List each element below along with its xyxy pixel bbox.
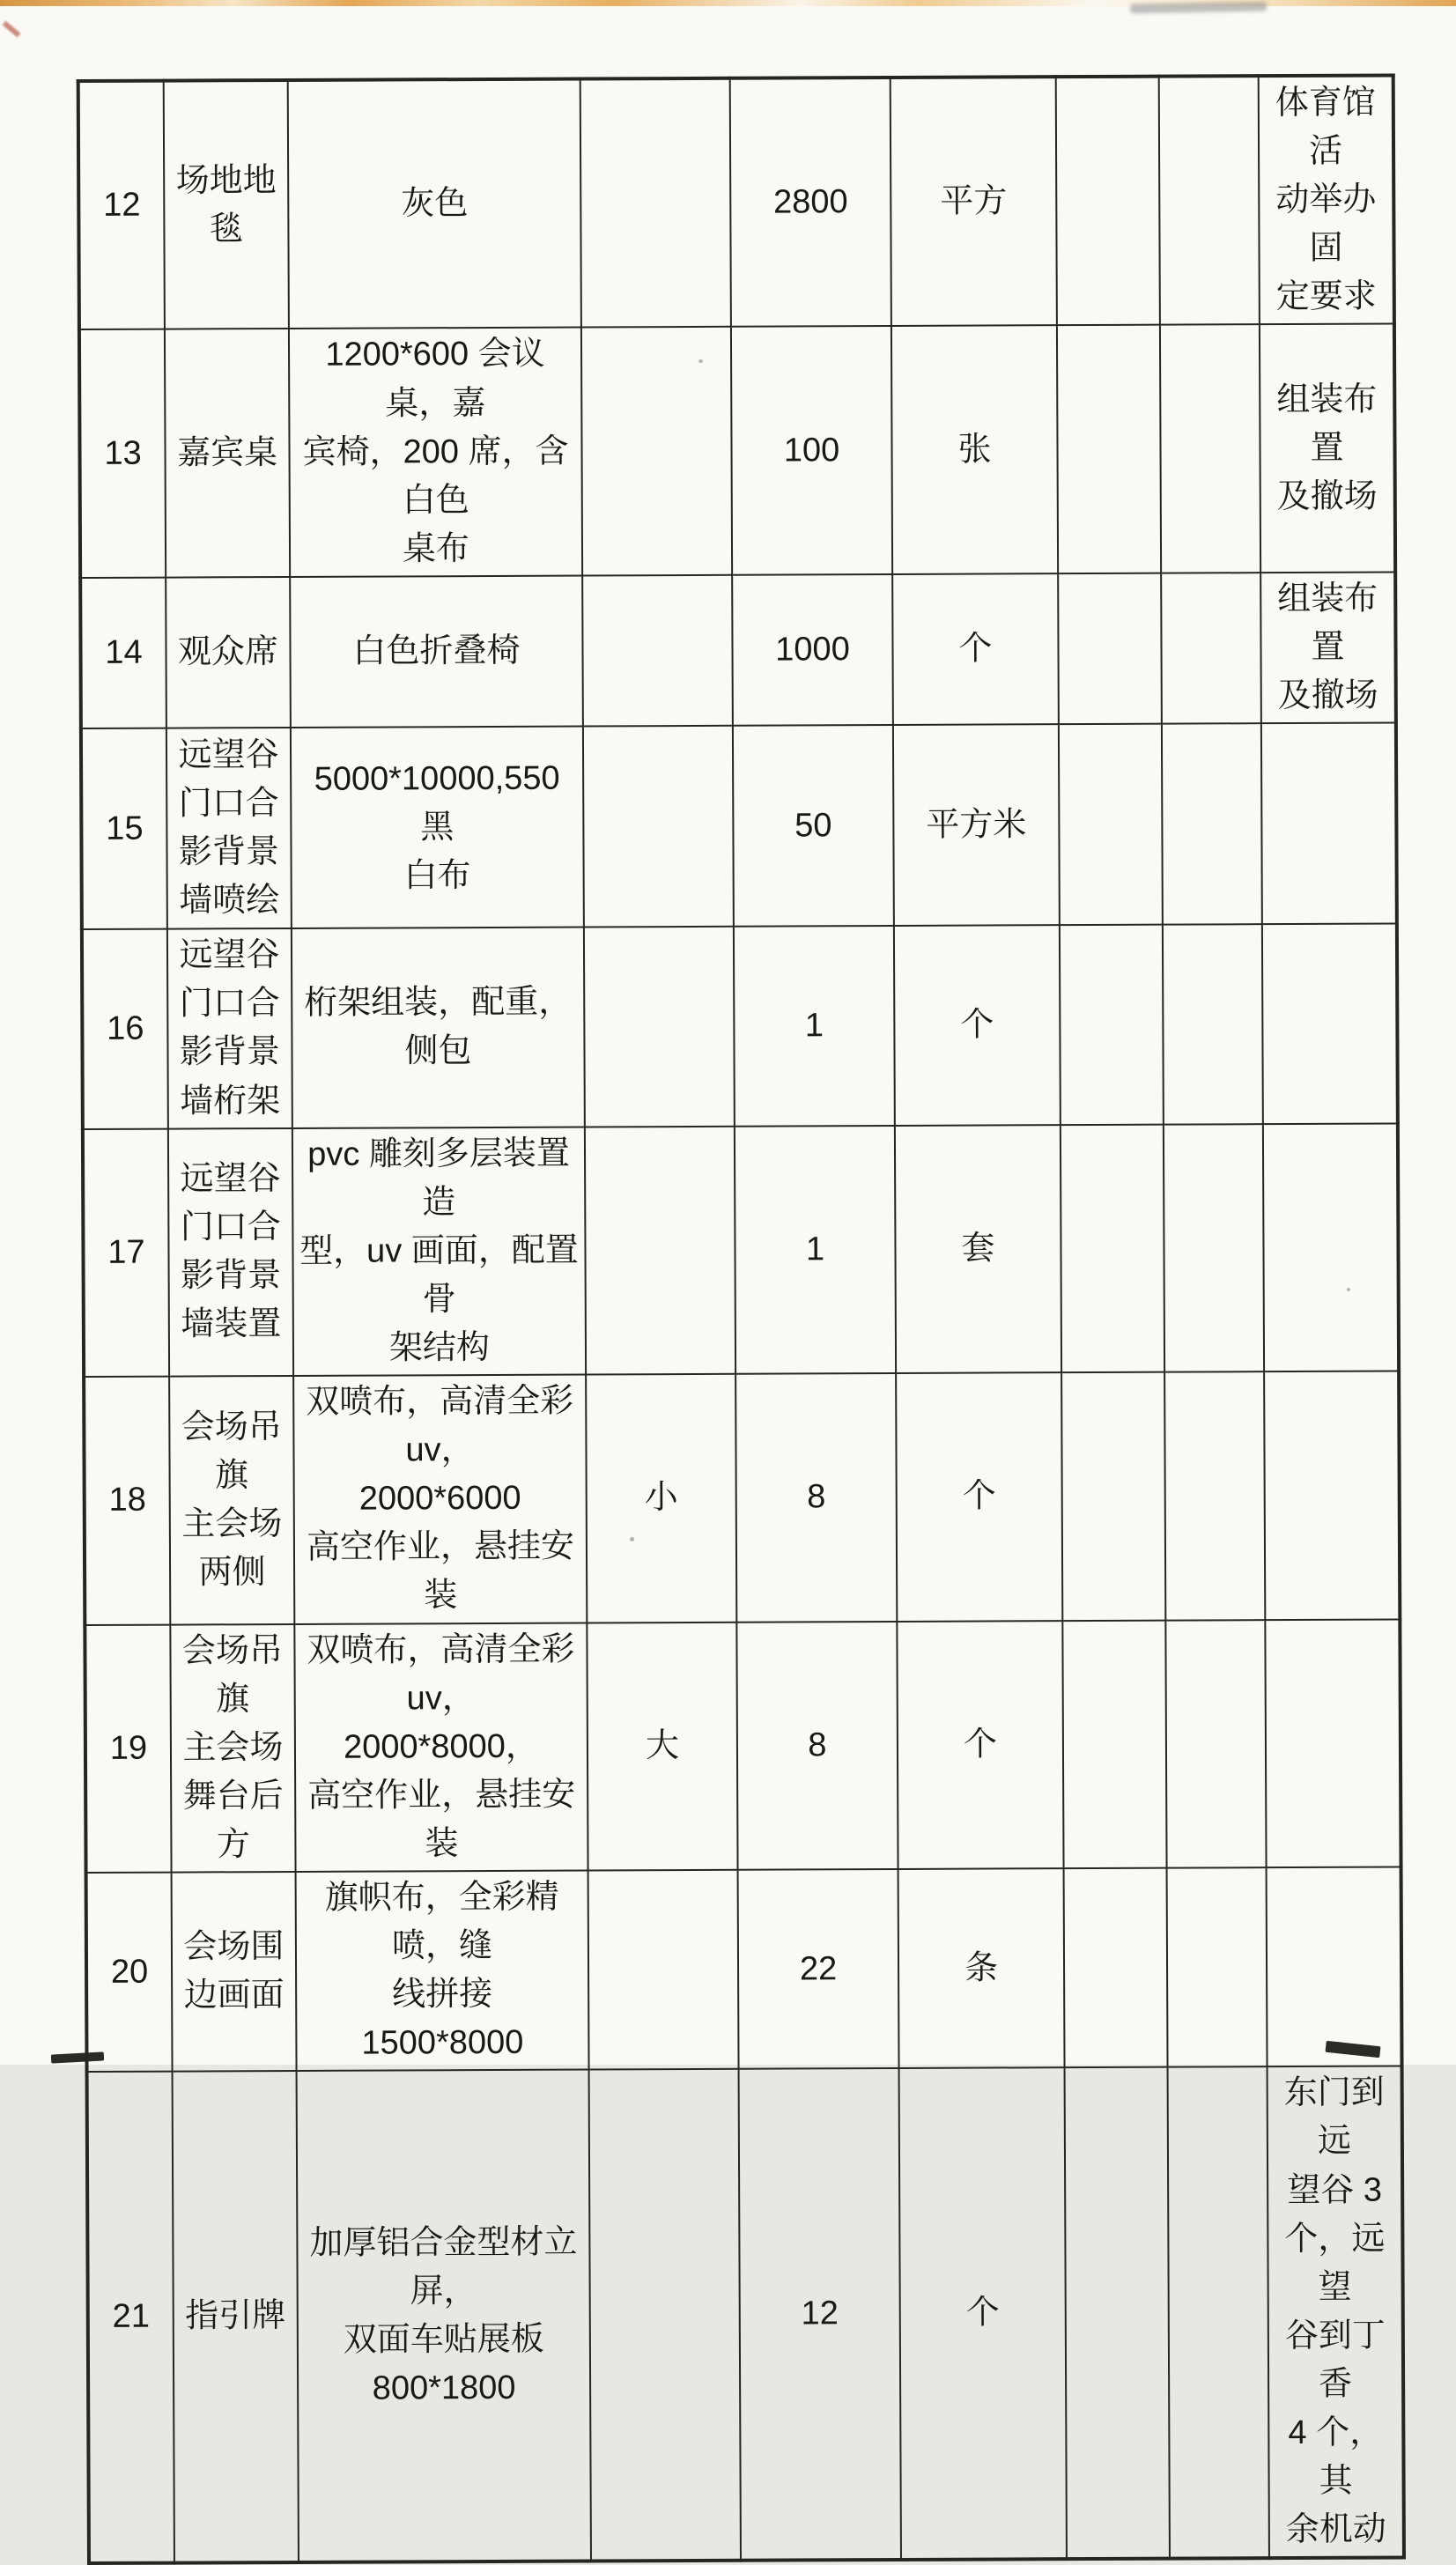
cell-blank <box>1159 76 1260 325</box>
table-row <box>78 76 1394 330</box>
table-row <box>85 1619 1401 1873</box>
cell-quantity: 1 <box>735 1126 896 1374</box>
cell-spec: 1200*600 会议桌，嘉 宾椅，200 席，含白色 桌布 <box>289 328 582 577</box>
cell-note <box>1264 1371 1400 1620</box>
cell-note <box>1262 924 1398 1124</box>
cell-quantity: 22 <box>738 1869 899 2069</box>
cell-unit: 个 <box>897 1621 1063 1869</box>
cell-quantity: 50 <box>733 725 894 927</box>
table-row <box>87 2066 1404 2563</box>
cell-blank <box>1065 2067 1170 2559</box>
cell-row-number: 12 <box>78 81 165 330</box>
cell-blank <box>1164 1371 1265 1620</box>
cell-blank <box>1061 1124 1164 1372</box>
cell-unit: 个 <box>894 925 1061 1125</box>
cell-unit: 个 <box>892 573 1059 725</box>
cell-note <box>1263 1123 1399 1371</box>
cell-quantity: 1 <box>734 926 895 1126</box>
items-table-wrap <box>77 74 1402 2565</box>
table-row <box>80 572 1396 728</box>
cell-item-name: 远望谷 门口合 影背景 墙装置 <box>168 1128 293 1377</box>
cell-spec: 灰色 <box>288 79 581 329</box>
cell-size <box>581 327 732 575</box>
cell-unit: 个 <box>896 1372 1062 1621</box>
cell-item-name: 会场围 边画面 <box>172 1872 297 2072</box>
cell-note: 组装布置 及撤场 <box>1260 324 1395 573</box>
cell-row-number: 16 <box>82 929 168 1129</box>
cell-item-name: 观众席 <box>166 577 291 728</box>
cell-unit: 平方 <box>891 77 1057 326</box>
cell-blank <box>1064 1868 1168 2068</box>
cell-blank <box>1059 724 1163 926</box>
cell-quantity: 100 <box>731 326 892 574</box>
cell-blank <box>1058 573 1162 725</box>
table-row <box>83 1123 1399 1377</box>
table-row <box>81 723 1397 930</box>
cell-size: 小 <box>586 1374 736 1623</box>
cell-blank <box>1162 723 1262 924</box>
cell-unit: 平方米 <box>893 724 1060 926</box>
cell-size: 大 <box>587 1622 737 1870</box>
cell-quantity: 12 <box>739 2068 901 2561</box>
cell-item-name: 远望谷 门口合 影背景 墙喷绘 <box>166 728 292 929</box>
cell-row-number: 19 <box>85 1624 171 1873</box>
table-row <box>86 1866 1402 2072</box>
cell-quantity: 8 <box>736 1622 898 1870</box>
cell-quantity: 2800 <box>730 78 891 327</box>
cell-row-number: 17 <box>83 1128 169 1377</box>
cell-note <box>1261 723 1397 925</box>
cell-row-number: 20 <box>86 1873 173 2073</box>
cell-spec: pvc 雕刻多层装置造 型，uv 画面，配置骨 架结构 <box>292 1127 586 1376</box>
cell-blank <box>1168 2067 1269 2559</box>
cell-spec: 双喷布，高清全彩 uv， 2000*8000， 高空作业，悬挂安装 <box>294 1623 588 1872</box>
table-row <box>82 924 1398 1129</box>
cell-row-number: 13 <box>79 329 166 578</box>
cell-size <box>580 78 731 328</box>
cell-size <box>582 575 733 727</box>
cell-blank <box>1056 77 1160 326</box>
cell-note <box>1267 1866 1402 2066</box>
cell-spec: 旗帜布，全彩精喷，缝 线拼接 1500*8000 <box>296 1871 589 2072</box>
cell-unit: 条 <box>898 1868 1065 2068</box>
items-table-body <box>78 76 1404 2564</box>
cell-item-name: 会场吊 旗 主会场 舞台后 方 <box>170 1623 295 1872</box>
cell-spec: 白色折叠椅 <box>290 575 583 728</box>
cell-item-name: 远望谷 门口合 影背景 墙桁架 <box>167 928 292 1128</box>
cell-blank <box>1062 1620 1166 1868</box>
cell-spec: 桁架组装，配重，侧包 <box>292 928 585 1128</box>
items-table <box>77 73 1406 2565</box>
cell-size <box>583 726 734 928</box>
cell-spec: 5000*10000,550 黑 白布 <box>291 727 584 928</box>
cell-blank <box>1164 1124 1264 1372</box>
cell-blank <box>1165 1620 1266 1868</box>
cell-spec: 双喷布，高清全彩 uv， 2000*6000 高空作业，悬挂安装 <box>293 1375 587 1624</box>
cell-item-name: 场地地 毯 <box>164 80 289 329</box>
cell-quantity: 1000 <box>732 574 893 726</box>
cell-item-name: 嘉宾桌 <box>165 329 290 577</box>
table-row <box>79 324 1395 578</box>
cell-blank <box>1167 1867 1268 2067</box>
cell-blank <box>1061 1372 1165 1621</box>
cell-quantity: 8 <box>735 1373 897 1622</box>
scan-smudge-top <box>1130 2 1267 14</box>
cell-blank <box>1160 325 1260 573</box>
cell-blank <box>1163 924 1263 1124</box>
cell-size <box>589 2069 741 2561</box>
cell-row-number: 14 <box>80 578 166 729</box>
cell-row-number: 18 <box>84 1377 170 1625</box>
cell-blank <box>1057 325 1161 573</box>
cell-size <box>585 1126 735 1374</box>
cell-note: 东门到远 望谷 3 个，远望 谷到丁香 4 个，其 余机动 <box>1268 2066 1404 2559</box>
cell-size <box>584 927 735 1127</box>
cell-note <box>1265 1619 1401 1867</box>
cell-blank <box>1060 925 1164 1125</box>
cell-spec: 加厚铝合金型材立屏， 双面车贴展板 800*1800 <box>297 2070 591 2562</box>
cell-unit: 张 <box>891 326 1058 574</box>
cell-item-name: 会场吊 旗 主会场 两侧 <box>169 1376 294 1624</box>
cell-blank <box>1161 573 1261 724</box>
cell-item-name: 指引牌 <box>173 2071 299 2563</box>
cell-unit: 个 <box>899 2068 1067 2561</box>
cell-note: 组装布置 及撤场 <box>1260 572 1396 723</box>
cell-size <box>588 1870 739 2070</box>
scan-mark-topleft <box>3 21 21 38</box>
cell-note: 体育馆活 动举办固 定要求 <box>1259 76 1394 325</box>
cell-unit: 套 <box>895 1125 1061 1373</box>
cell-row-number: 15 <box>81 728 167 929</box>
table-row <box>84 1371 1400 1625</box>
cell-row-number: 21 <box>87 2072 174 2563</box>
